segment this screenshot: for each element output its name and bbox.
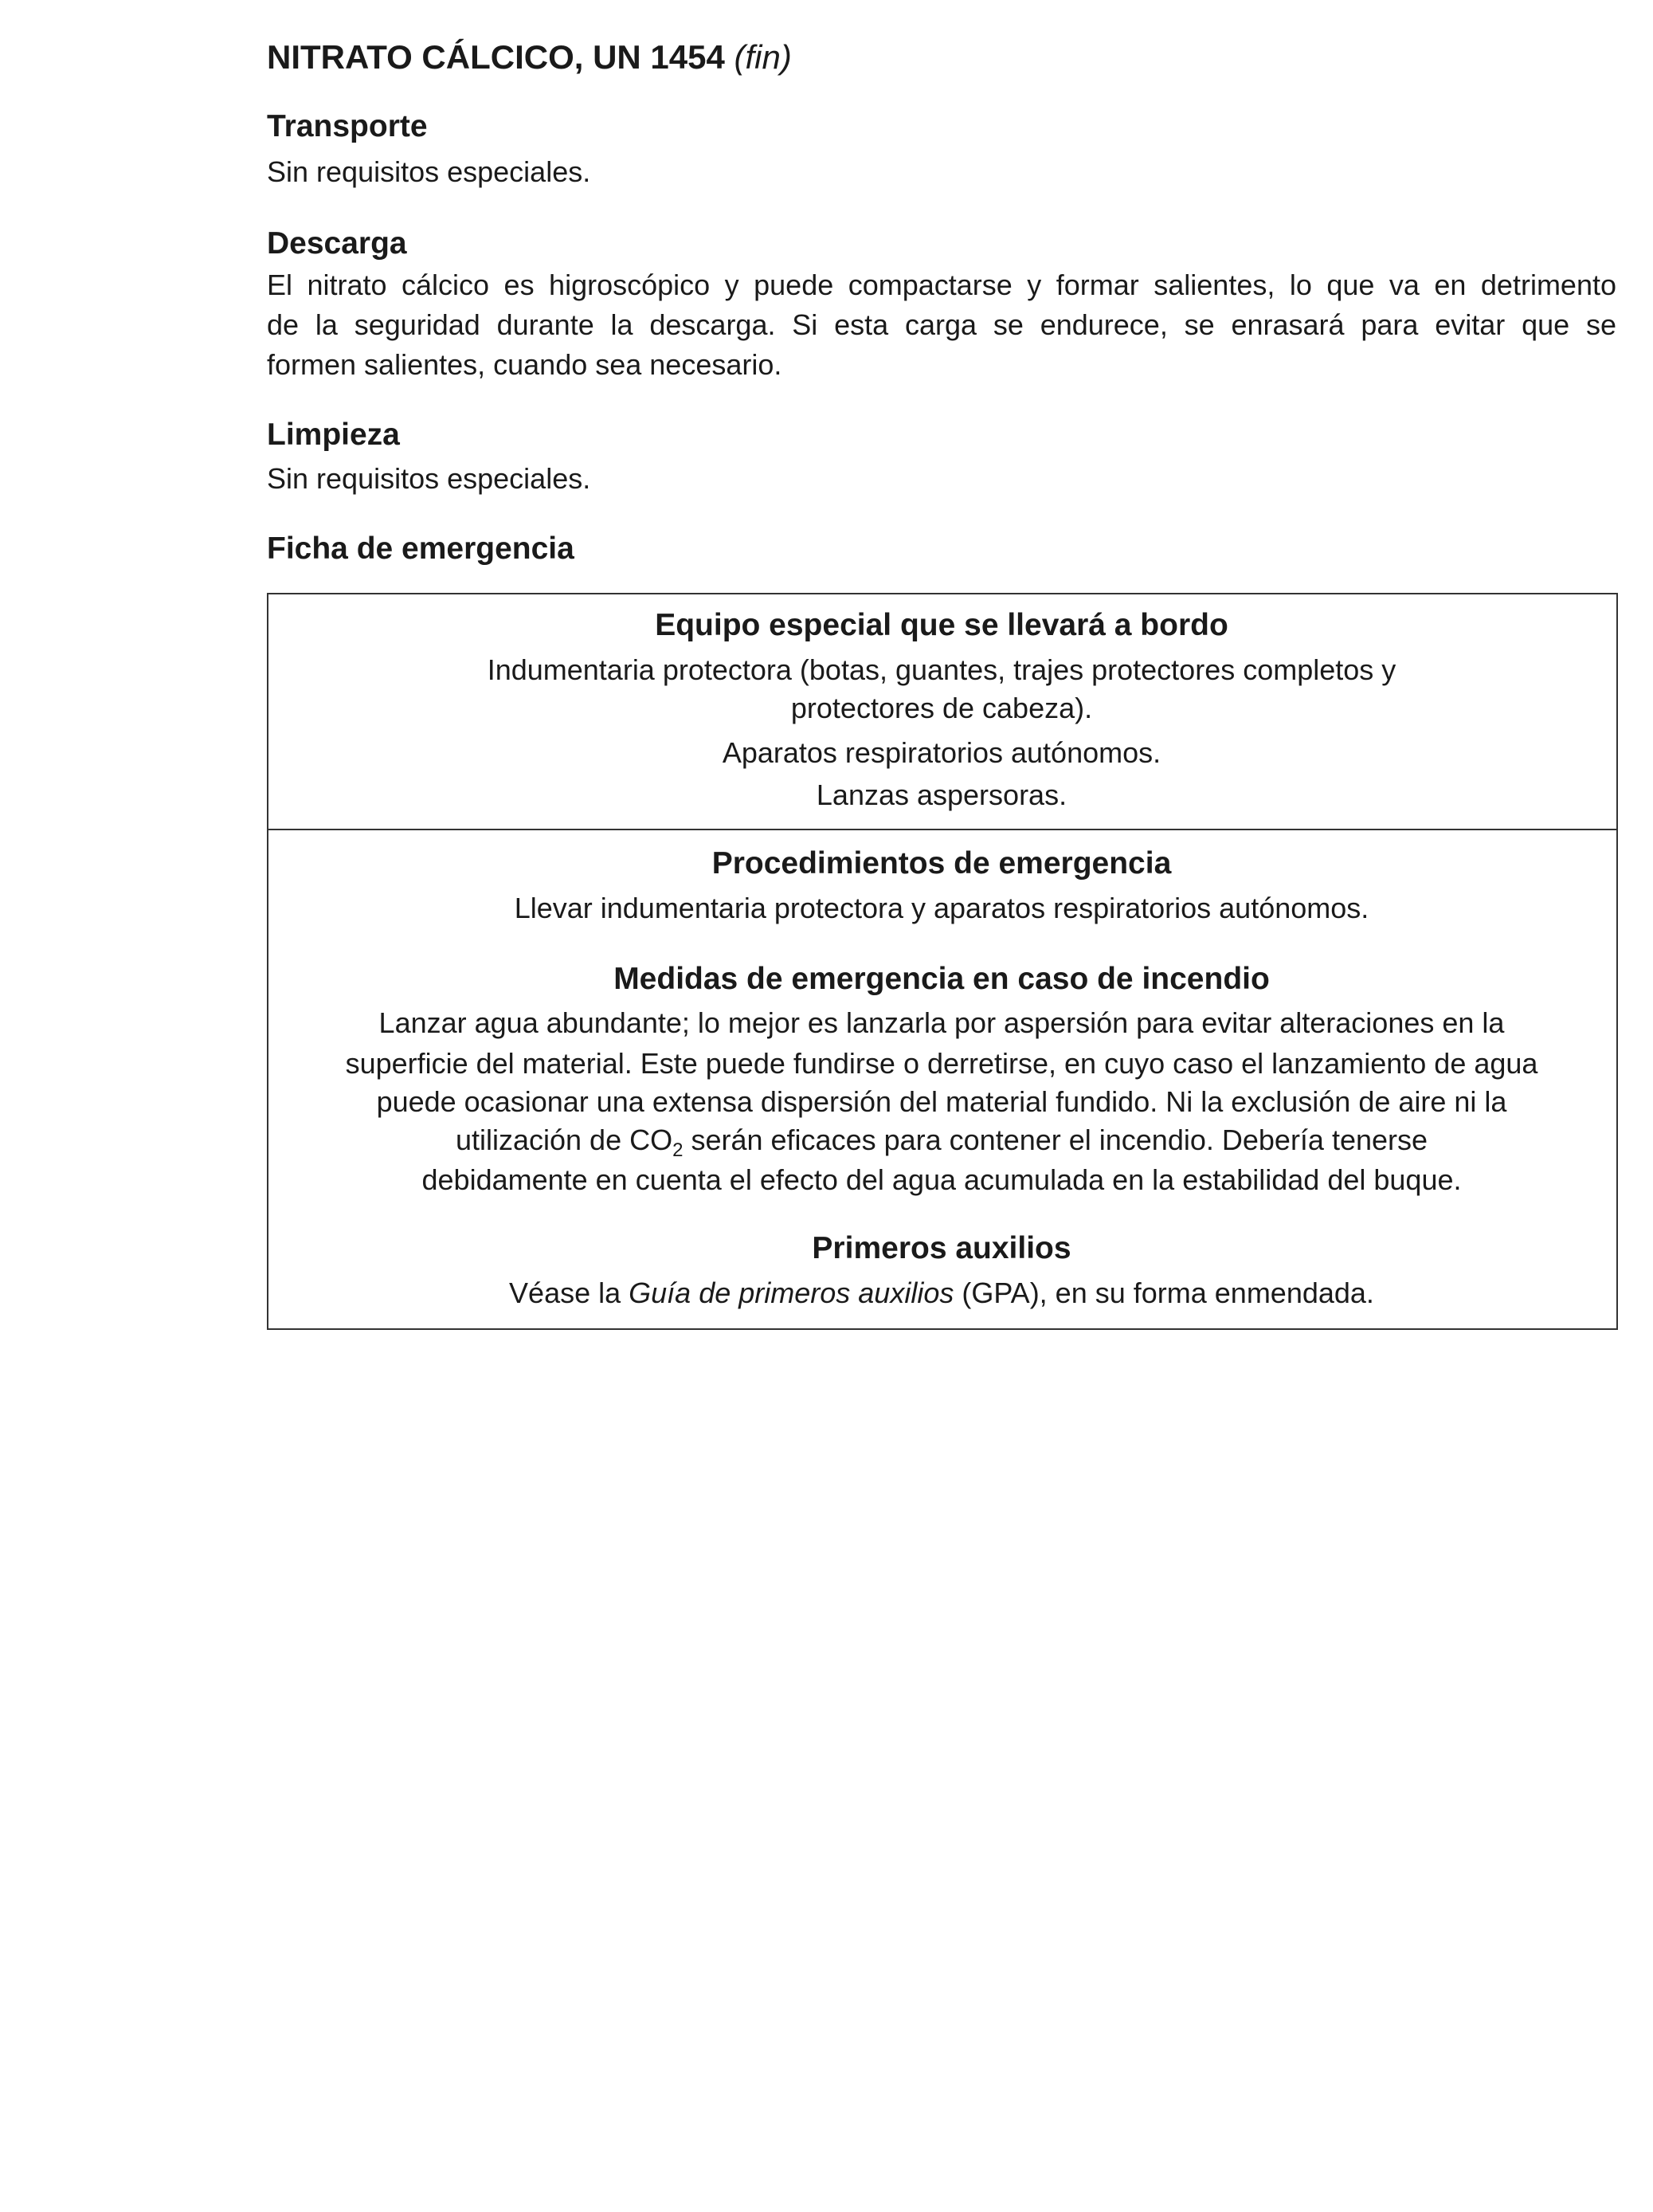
emergency-card-divider [267, 829, 1618, 830]
descarga-line: formen salientes, cuando sea necesario. [267, 348, 782, 381]
descarga-line: El nitrato cálcico es higroscópico y puede compactarse y formar salientes, lo que va en detrimento [267, 269, 1616, 301]
page-title [267, 37, 792, 77]
fire-line: puede ocasionar una extensa dispersión del material fundido. Ni la exclusión de aire ni la [376, 1085, 1507, 1118]
first-aid-heading: Primeros auxilios [812, 1231, 1071, 1265]
first-aid-guide-title: Guía de primeros auxilios [629, 1277, 954, 1309]
fire-line-part: utilización de CO [455, 1124, 673, 1156]
transporte-text: Sin requisitos especiales. [267, 155, 591, 188]
fire-heading: Medidas de emergencia en caso de incendio [613, 962, 1270, 996]
equipment-line: Aparatos respiratorios autónomos. [722, 736, 1161, 769]
limpieza-text: Sin requisitos especiales. [267, 462, 591, 495]
descarga-line: de la seguridad durante la descarga. Si esta carga se endurece, se enrasará para evitar que se [267, 308, 1616, 341]
fire-line: debidamente en cuenta el efecto del agua acumulada en la estabilidad del buque. [421, 1163, 1462, 1196]
equipment-line: Indumentaria protectora (botas, guantes, trajes protectores completos y [487, 653, 1396, 686]
equipment-line: Lanzas aspersoras. [816, 779, 1067, 811]
fire-line [267, 1120, 1616, 1160]
procedures-text: Llevar indumentaria protectora y aparatos respiratorios autónomos. [514, 892, 1369, 924]
subscript-2: 2 [672, 1139, 684, 1161]
first-aid-pre: Véase la [509, 1277, 629, 1309]
fire-line: Lanzar agua abundante; lo mejor es lanzarla por aspersión para evitar alteraciones en la [378, 1006, 1505, 1039]
procedures-heading: Procedimientos de emergencia [711, 846, 1172, 880]
title-suffix: (fin) [734, 38, 792, 76]
heading-limpieza: Limpieza [267, 418, 400, 452]
fire-line: superficie del material. Este puede fundirse o derretirse, en cuyo caso el lanzamiento de agua [345, 1047, 1538, 1080]
equipment-line: protectores de cabeza). [790, 692, 1093, 724]
first-aid-post: (GPA), en su forma enmendada. [954, 1277, 1374, 1309]
heading-transporte: Transporte [267, 109, 428, 143]
title-main: NITRATO CÁLCICO, UN 1454 [267, 38, 725, 76]
heading-ficha-emergencia: Ficha de emergencia [267, 531, 574, 566]
fire-line-part: serán eficaces para contener el incendio. Debería tenerse [683, 1124, 1428, 1156]
heading-descarga: Descarga [267, 226, 407, 261]
equipment-heading: Equipo especial que se llevará a bordo [655, 608, 1228, 642]
first-aid-text [267, 1273, 1616, 1313]
